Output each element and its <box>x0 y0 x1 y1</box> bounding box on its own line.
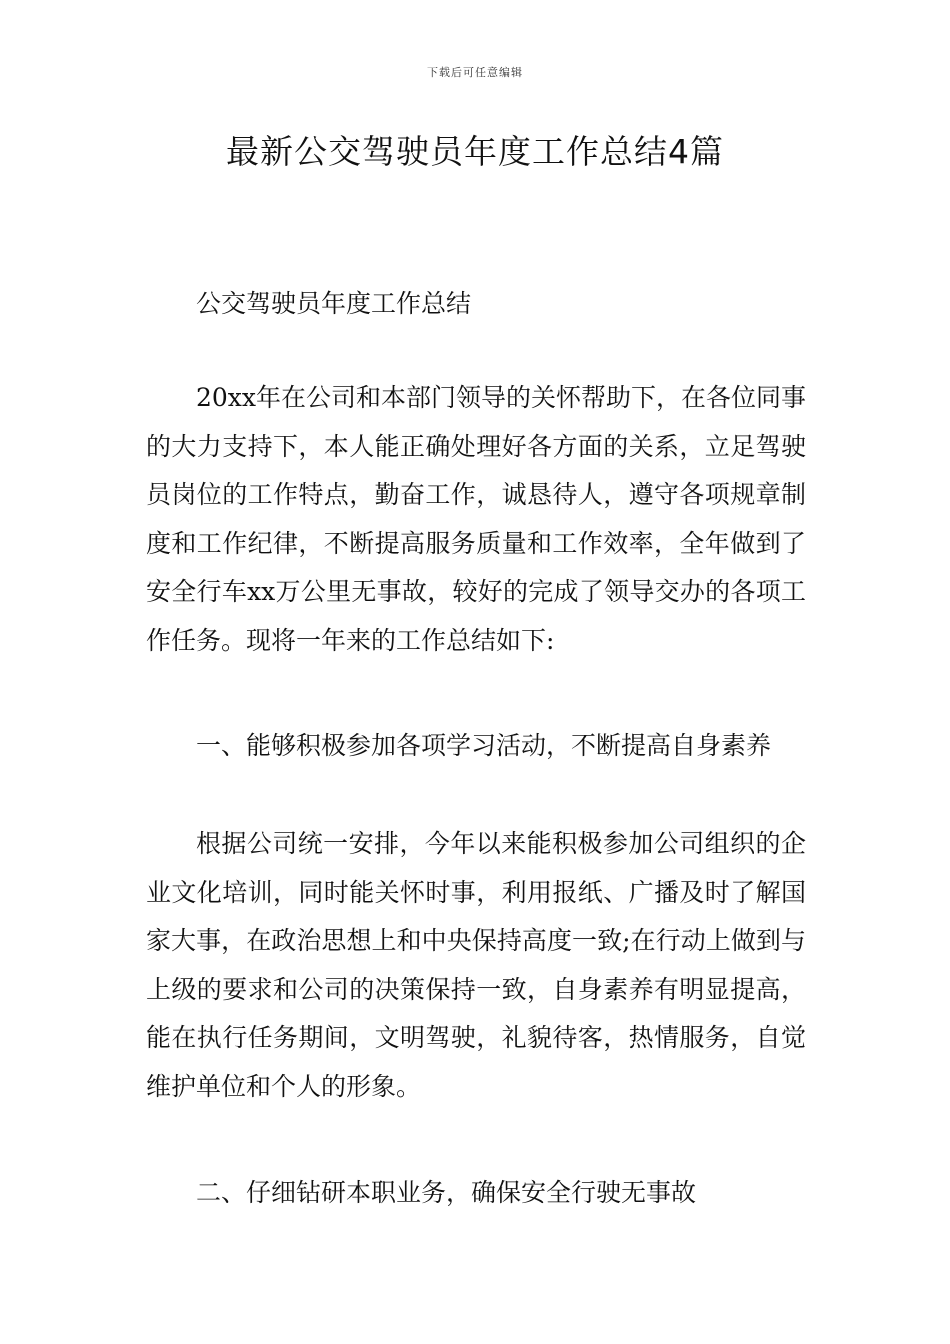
document-subtitle: 公交驾驶员年度工作总结 <box>196 289 472 318</box>
header-note: 下载后可任意编辑 <box>427 66 523 79</box>
intro-paragraph: 20xx年在公司和本部门领导的关怀帮助下，在各位同事的大力支持下，本人能正确处理好各方面的关系，立足驾驶员岗位的工作特点，勤奋工作，诚恳待人，遵守各项规章制度和工作纪律，不断提高服务质量和工作效率，全年做到了安全行车xx万公里无事故，较好的完成了领导交办的各项工作任务。现将一年来的工作总结如下: <box>146 383 807 655</box>
section-heading-1: 一、能够积极参加各项学习活动，不断提高自身素养 <box>196 731 772 760</box>
section-heading-2: 二、仔细钻研本职业务，确保安全行驶无事故 <box>196 1178 697 1207</box>
section-body-1: 根据公司统一安排，今年以来能积极参加公司组织的企业文化培训，同时能关怀时事，利用报纸、广播及时了解国家大事，在政治思想上和中央保持高度一致;在行动上做到与上级的要求和公司的决策保持一致，自身素养有明显提高，能在执行任务期间，文明驾驶，礼貌待客，热情服务，自觉维护单位和个人的形象。 <box>146 829 806 1101</box>
document-title: 最新公交驾驶员年度工作总结4篇 <box>226 132 724 171</box>
